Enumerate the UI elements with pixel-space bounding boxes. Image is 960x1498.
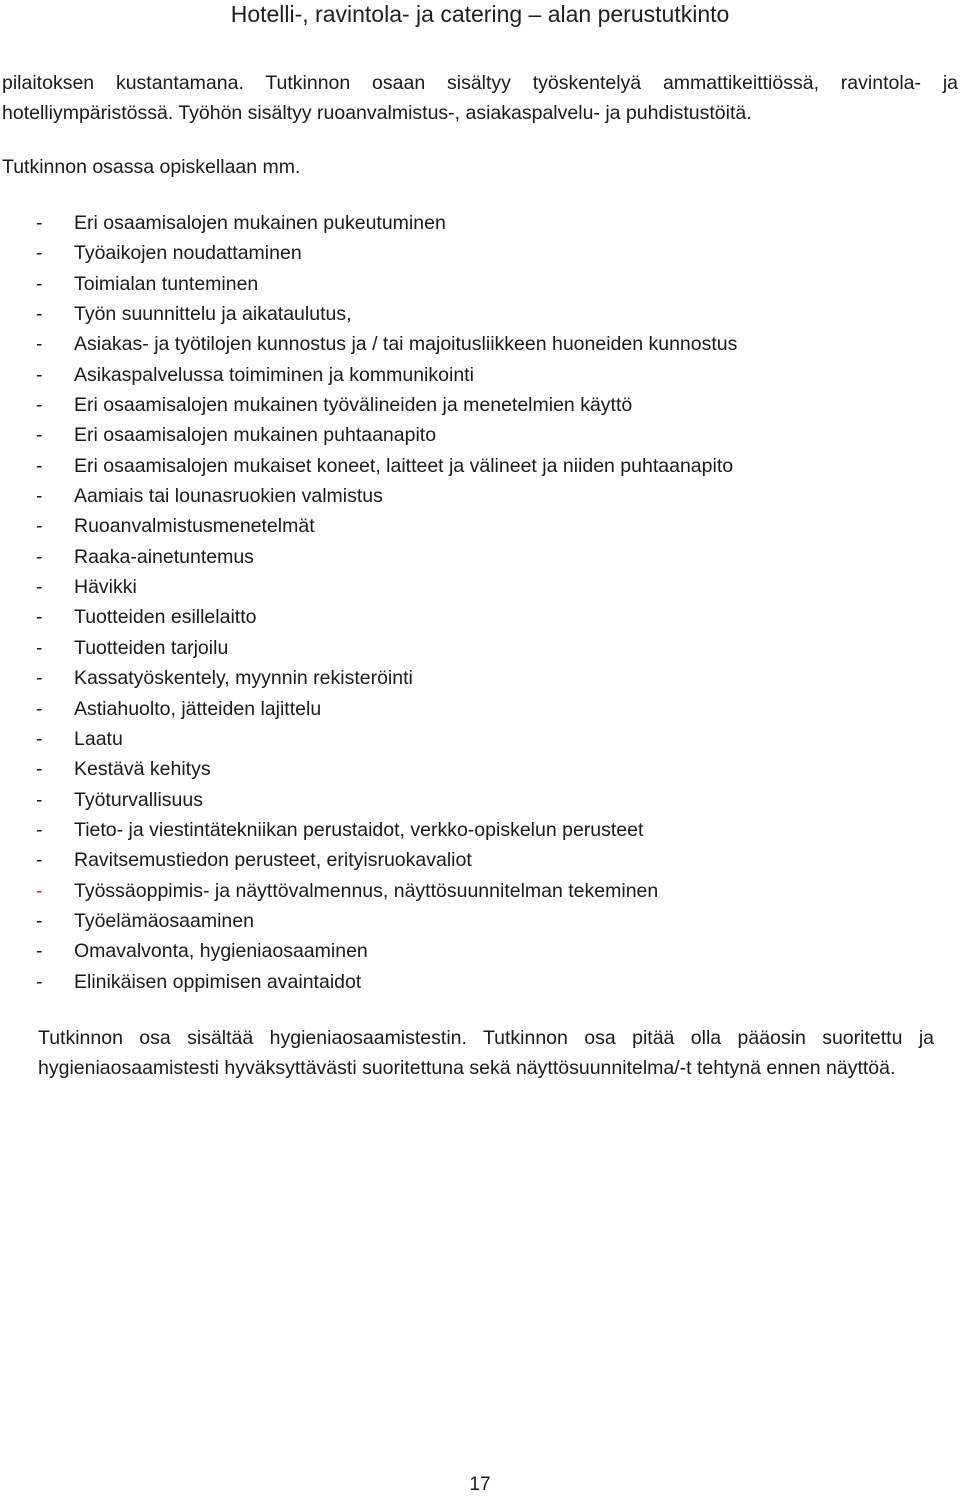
list-item-text: Aamiais tai lounasruokien valmistus [74, 485, 383, 508]
list-dash: - [36, 333, 43, 356]
list-item [36, 238, 737, 268]
list-item-text: Tuotteiden esillelaitto [74, 606, 257, 629]
list-item [36, 876, 737, 906]
list-dash: - [36, 697, 43, 720]
list-item [36, 481, 737, 511]
list-item-text: Asiakas- ja työtilojen kunnostus ja / tai majoitusliikkeen huoneiden kunnostus [74, 333, 738, 356]
list-item [36, 936, 737, 966]
list-item [36, 602, 737, 632]
list-item-text: Toimialan tunteminen [74, 272, 259, 295]
list-item [36, 967, 737, 997]
list-item-text: Tieto- ja viestintätekniikan perustaidot, verkko-opiskelun perusteet [74, 818, 644, 841]
list-dash: - [36, 818, 43, 841]
list-item [36, 208, 737, 238]
list-dash: - [36, 272, 43, 295]
list-dash: - [36, 485, 43, 508]
list-item-text: Kassatyöskentely, myynnin rekisteröinti [74, 667, 413, 690]
list-item [36, 542, 737, 572]
list-dash: - [36, 394, 43, 417]
list-item-text: Työssäoppimis- ja näyttövalmennus, näyttösuunnitelman tekeminen [74, 879, 659, 902]
list-item-text: Elinikäisen oppimisen avaintaidot [74, 970, 362, 993]
list-dash: - [36, 940, 43, 963]
list-dash: - [36, 636, 43, 659]
closing-paragraph: Tutkinnon osa sisältää hygieniaosaamistestin. Tutkinnon osa pitää olla pääosin suoritettu ja hygieniaosaamistesti hyväksyttävästi suoritettuna sekä näyttösuunnitelma/-t tehtynä ennen näyttöä. [38, 1027, 934, 1079]
list-dash: - [36, 727, 43, 750]
list-item [36, 390, 737, 420]
list-item-text: Hävikki [74, 576, 137, 599]
list-item-text: Ruoanvalmistusmenetelmät [74, 515, 315, 538]
list-item [36, 663, 737, 693]
list-item [36, 299, 737, 329]
list-item [36, 511, 737, 541]
list-item-text: Kestävä kehitys [74, 758, 211, 781]
intro-paragraph: pilaitoksen kustantamana. Tutkinnon osaan sisältyy työskentelyä ammattikeittiössä, ravintola- ja hotelliympäristössä. Työhön sisältyy ruoanvalmistus-, asiakaspalvelu- ja puhdistustöitä. [2, 72, 958, 124]
list-dash: - [36, 363, 43, 386]
list-dash: - [36, 667, 43, 690]
page-number: 17 [469, 1474, 491, 1495]
list-item [36, 815, 737, 845]
list-dash: - [36, 424, 43, 447]
list-item [36, 329, 737, 359]
list-dash: - [36, 303, 43, 326]
list-item-text: Astiahuolto, jätteiden lajittelu [74, 697, 322, 720]
list-dash: - [36, 454, 43, 477]
list-dash: - [36, 879, 43, 902]
list-item-text: Raaka-ainetuntemus [74, 545, 254, 568]
list-item [36, 269, 737, 299]
list-item [36, 633, 737, 663]
list-item [36, 572, 737, 602]
list-item-text: Eri osaamisalojen mukaiset koneet, laitteet ja välineet ja niiden puhtaanapito [74, 454, 734, 477]
list-dash: - [36, 545, 43, 568]
list-dash: - [36, 970, 43, 993]
list-item-text: Työn suunnittelu ja aikataulutus, [74, 303, 352, 326]
list-item-text: Omavalvonta, hygieniaosaaminen [74, 940, 368, 963]
list-item-text: Työaikojen noudattaminen [74, 242, 302, 265]
list-dash: - [36, 909, 43, 932]
intro-lead-text: Tutkinnon osassa opiskellaan mm. [2, 156, 301, 178]
list-dash: - [36, 788, 43, 811]
list-item [36, 845, 737, 875]
list-item-text: Työelämäosaaminen [74, 909, 254, 932]
list-dash: - [36, 576, 43, 599]
list-item [36, 724, 737, 754]
page-header-title: Hotelli-, ravintola- ja catering – alan perustutkinto [230, 1, 730, 27]
list-dash: - [36, 515, 43, 538]
list-item-text: Asikaspalvelussa toimiminen ja kommunikointi [74, 363, 474, 386]
list-item-text: Eri osaamisalojen mukainen pukeutuminen [74, 212, 446, 234]
list-item [36, 906, 737, 936]
list-dash: - [36, 758, 43, 781]
list-item-text: Ravitsemustiedon perusteet, erityisruokavaliot [74, 849, 472, 872]
list-dash: - [36, 849, 43, 872]
list-item-text: Eri osaamisalojen mukainen puhtaanapito [74, 424, 437, 447]
list-item [36, 360, 737, 390]
list-dash: - [36, 212, 43, 234]
list-item-text: Työturvallisuus [74, 788, 203, 811]
topic-list [36, 208, 737, 997]
list-item-text: Eri osaamisalojen mukainen työvälineiden ja menetelmien käyttö [74, 394, 633, 417]
list-item [36, 420, 737, 450]
list-item [36, 785, 737, 815]
list-item-text: Tuotteiden tarjoilu [74, 636, 229, 659]
list-dash: - [36, 606, 43, 629]
list-item [36, 694, 737, 724]
list-dash: - [36, 242, 43, 265]
list-item-text: Laatu [74, 727, 123, 750]
list-item [36, 451, 737, 481]
list-item [36, 754, 737, 784]
